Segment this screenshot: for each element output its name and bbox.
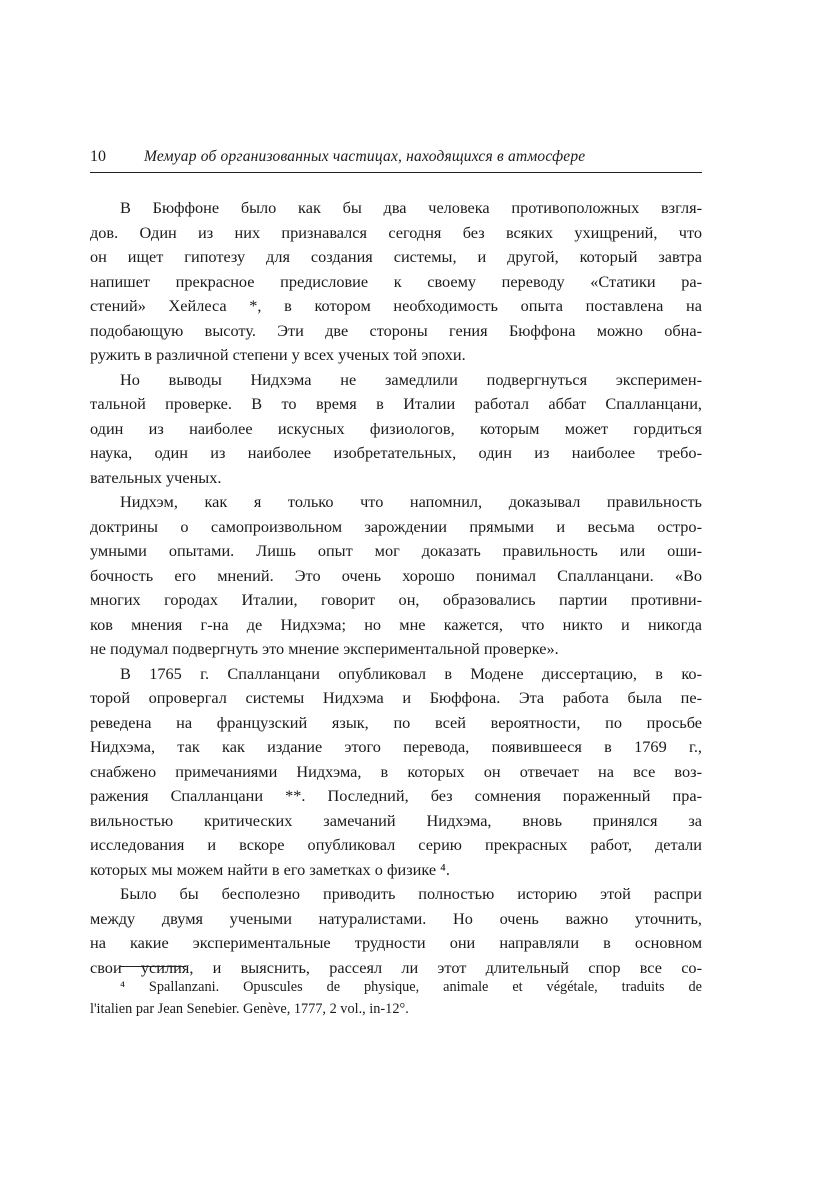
text-line: ружить в различной степени у всех ученых той эпохи. <box>90 345 466 364</box>
text-line: реведена на французский язык, по всей вероятности, по просьбе <box>90 712 702 732</box>
text-line: не подумал подвергнуть это мнение экспериментальной проверке». <box>90 639 559 658</box>
text-line: многих городах Италии, говорит он, образовались партии противни- <box>90 590 702 609</box>
text-line: стений» Хейлеса *, в котором необходимость опыта поставлена на <box>90 296 702 315</box>
footnote-line: l'italien par Jean Senebier. Genève, 1777, 2 vol., in-12°. <box>90 1001 409 1017</box>
text-line: исследования и вскоре опубликовал серию прекрасных работ, детали <box>90 835 702 854</box>
text-line: дов. Один из них признавался сегодня без всяких ухищрений, что <box>90 222 702 242</box>
text-line: вильностью критических замечаний Нидхэма, вновь принялся за <box>90 810 702 830</box>
paragraph <box>90 490 702 662</box>
text-line: тальной проверке. В то время в Италии работал аббат Спалланцани, <box>90 394 702 413</box>
text-line: доктрины о самопроизвольном зарождении прямыми и весьма остро- <box>90 516 702 536</box>
text-line: торой опровергал системы Нидхэма и Бюффона. Эта работа была пе- <box>90 688 702 707</box>
page-header <box>90 146 702 173</box>
text-line: Нидхэма, так как издание этого перевода, появившееся в 1769 г., <box>90 737 702 756</box>
text-line: он ищет гипотезу для создания системы, и другой, который завтра <box>90 247 702 266</box>
text-line: В Бюффоне было как бы два человека противоположных взгля- <box>120 198 702 217</box>
text-line: снабжено примечаниями Нидхэма, в которых он отвечает на все воз- <box>90 761 702 781</box>
text-line: умными опытами. Лишь опыт мог доказать правильность или оши- <box>90 541 702 560</box>
text-line: подобающую высоту. Эти две стороны гения Бюффона можно обна- <box>90 320 702 340</box>
text-line: Но выводы Нидхэма не замедлили подвергнуться эксперимен- <box>120 369 702 389</box>
text-line: вательных ученых. <box>90 467 222 487</box>
running-head: Мемуар об организованных частицах, находящихся в атмосфере <box>144 148 586 165</box>
text-line: один из наиболее искусных физиологов, которым может гордиться <box>90 418 702 438</box>
footnote-line: ⁴ Spallanzani. Opuscules de physique, animale et végétale, traduits de <box>120 979 702 995</box>
text-line: ражения Спалланцани **. Последний, без сомнения пораженный пра- <box>90 786 702 805</box>
text-line: между двумя учеными натуралистами. Но очень важно уточнить, <box>90 908 702 928</box>
text-line: Было бы бесполезно приводить полностью историю этой распри <box>120 884 702 903</box>
page-number: 10 <box>90 148 106 165</box>
text-line: бочность его мнений. Это очень хорошо понимал Спалланцани. «Во <box>90 565 702 585</box>
text-line: Нидхэм, как я только что напомнил, доказывал правильность <box>120 492 702 511</box>
paragraph <box>90 196 702 368</box>
paragraph <box>90 662 702 883</box>
footnotes <box>90 976 702 1020</box>
text-line: которых мы можем найти в его заметках о физике ⁴. <box>90 859 450 879</box>
text-line: наука, один из наиболее изобретательных, один из наиболее требо- <box>90 443 702 462</box>
text-line: ков мнения г-на де Нидхэма; но мне кажется, что никто и никогда <box>90 614 702 634</box>
body-text <box>90 196 702 980</box>
paragraph <box>90 368 702 491</box>
text-line: напишет прекрасное предисловие к своему переводу «Статики ра- <box>90 271 702 291</box>
text-line: на какие экспериментальные трудности они направляли в основном <box>90 933 702 952</box>
text-line: В 1765 г. Спалланцани опубликовал в Модене диссертацию, в ко- <box>120 663 702 683</box>
footnote <box>90 976 702 1020</box>
footnote-divider <box>120 966 186 967</box>
text-line: свои усилия, и выяснить, рассеял ли этот длительный спор все со- <box>90 957 702 977</box>
